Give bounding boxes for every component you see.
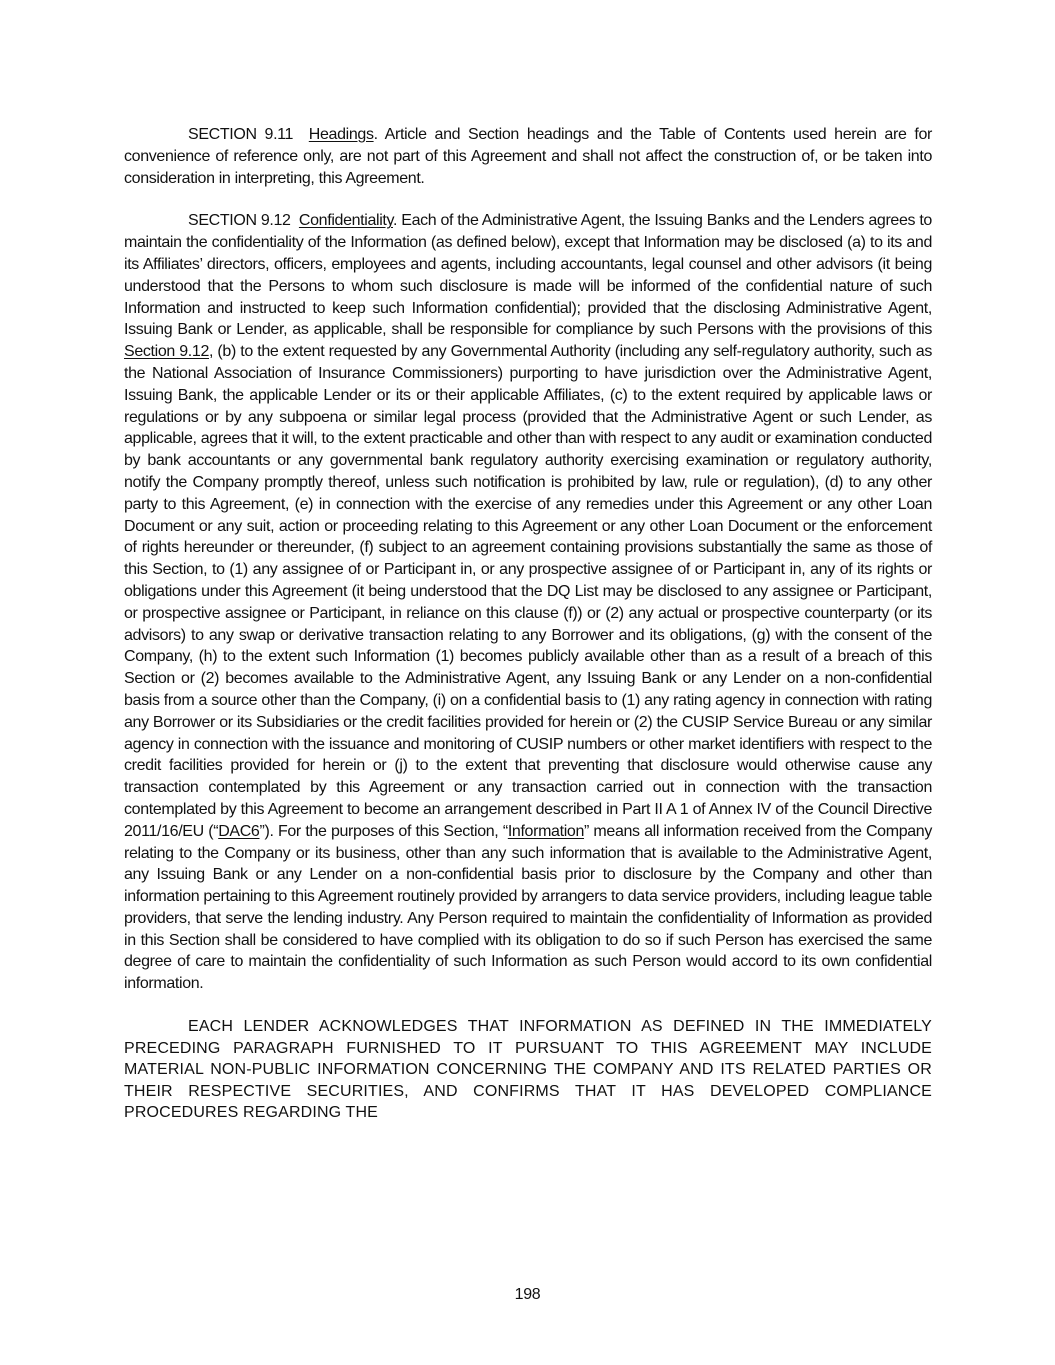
section-9-12-text-4: ” means all information received from the Company relating to the Company or its business, other than any such information that is available to the Administrative Agent, any Issuing Bank or any Lender on a non-confidential basis prior to disclosure by the Company and other than information pertaining to this Agreement routinely provided by arrangers to data service providers, including league table providers, that serve the lending industry. Any Person required to maintain the confidentiality of Information as provided in this Section shall be considered to have complied with its obligation to do so if such Person has exercised the same degree of care to maintain the confidentiality of such Information as such Person would accord to its own confidential information. <box>124 822 932 993</box>
section-9-12-cross-reference: Section 9.12 <box>124 343 209 361</box>
section-9-12-paragraph <box>124 210 932 995</box>
section-9-12-text-3: ”). For the purposes of this Section, “ <box>259 822 508 840</box>
section-9-11-number: SECTION 9.11 <box>188 126 294 143</box>
section-9-12-text-2: , (b) to the extent requested by any Governmental Authority (including any self-regulatory authority, such as the National Association of Insurance Commissioners) purporting to have jurisdiction over the Administrative Agent, Issuing Bank, the applicable Lender or its or their applicable Affiliates, (c) to the extent required by applicable laws or regulations or by any subpoena or similar legal process (provided that the Administrative Agent or such Lender, as applicable, agrees that it will, to the extent practicable and other than with respect to any audit or examination conducted by bank accountants or any governmental bank regulatory authority exercising examination or regulatory authority, notify the Company promptly thereof, unless such notification is prohibited by law, rule or regulation), (d) to any other party to this Agreement, (e) in connection with the exercise of any remedies under this Agreement or any other Loan Document or any suit, action or proceeding relating to this Agreement or any other Loan Document or the enforcement of rights hereunder or thereunder, (f) subject to an agreement containing provisions substantially the same as those of this Section, to (1) any assignee of or Participant in, or any prospective assignee of or Participant in, any of its rights or obligations under this Agreement (it being understood that the DQ List may be disclosed to any assignee or Participant, or prospective assignee or Participant, in reliance on this clause (f)) or (2) any actual or prospective counterparty (or its advisors) to any swap or derivative transaction relating to any Borrower and its obligations, (g) with the consent of the Company, (h) to the extent such Information (1) becomes publicly available other than as a result of a breach of this Section or (2) becomes available to the Administrative Agent, any Issuing Bank or any Lender on a non-confidential basis from a source other than the Company, (i) on a confidential basis to (1) any rating agency in connection with rating any Borrower or its Subsidiaries or the credit facilities provided for herein or (2) the CUSIP Service Bureau or any similar agency in connection with the issuance and monitoring of CUSIP numbers or other market identifiers with respect to the credit facilities provided for herein or (j) to the extent that preventing that disclosure would otherwise cause any transaction contemplated by this Agreement or any transaction carried out in connection with the transaction contemplated by this Agreement to become an arrangement described in Part II A 1 of Annex IV of the Council Directive 2011/16/EU (“ <box>124 343 932 840</box>
information-defined-term: Information <box>507 822 585 840</box>
section-9-12-heading: Confidentiality <box>298 212 393 230</box>
dac6-defined-term: DAC6 <box>218 822 260 840</box>
section-9-12-number: SECTION 9.12 <box>188 212 291 230</box>
section-9-11-body: . Article and Section headings and the Table of Contents used herein are for convenience of reference only, are not part of this Agreement and shall not affect the construction of, or be taken into consideration in interpreting, this Agreement. <box>124 126 932 187</box>
lender-acknowledgement-paragraph: EACH LENDER ACKNOWLEDGES THAT INFORMATION AS DEFINED IN THE IMMEDIATELY PRECEDING PARAGRAPH FURNISHED TO IT PURSUANT TO THIS AGREEMENT MAY INCLUDE MATERIAL NON-PUBLIC INFORMATION CONCERNING THE COMPANY AND ITS RELATED PARTIES OR THEIR RESPECTIVE SECURITIES, AND CONFIRMS THAT IT HAS DEVELOPED COMPLIANCE PROCEDURES REGARDING THE <box>124 1018 932 1122</box>
section-9-11-heading: Headings <box>308 126 374 143</box>
section-9-12-text-1: . Each of the Administrative Agent, the Issuing Banks and the Lenders agrees to maintain the confidentiality of the Information (as defined below), except that Information may be disclosed (a) to its and its Affiliates’ directors, officers, employees and agents, including accountants, legal counsel and other advisors (it being understood that the Persons to whom such disclosure is made will be informed of the confidential nature of such Information and instructed to keep such Information confidential); provided that the disclosing Administrative Agent, Issuing Bank or Lender, as applicable, shall be responsible for compliance by such Persons with the provisions of this <box>124 212 932 339</box>
page-number: 198 <box>514 1286 541 1303</box>
section-9-11-paragraph <box>124 124 932 189</box>
document-page <box>124 124 932 1124</box>
